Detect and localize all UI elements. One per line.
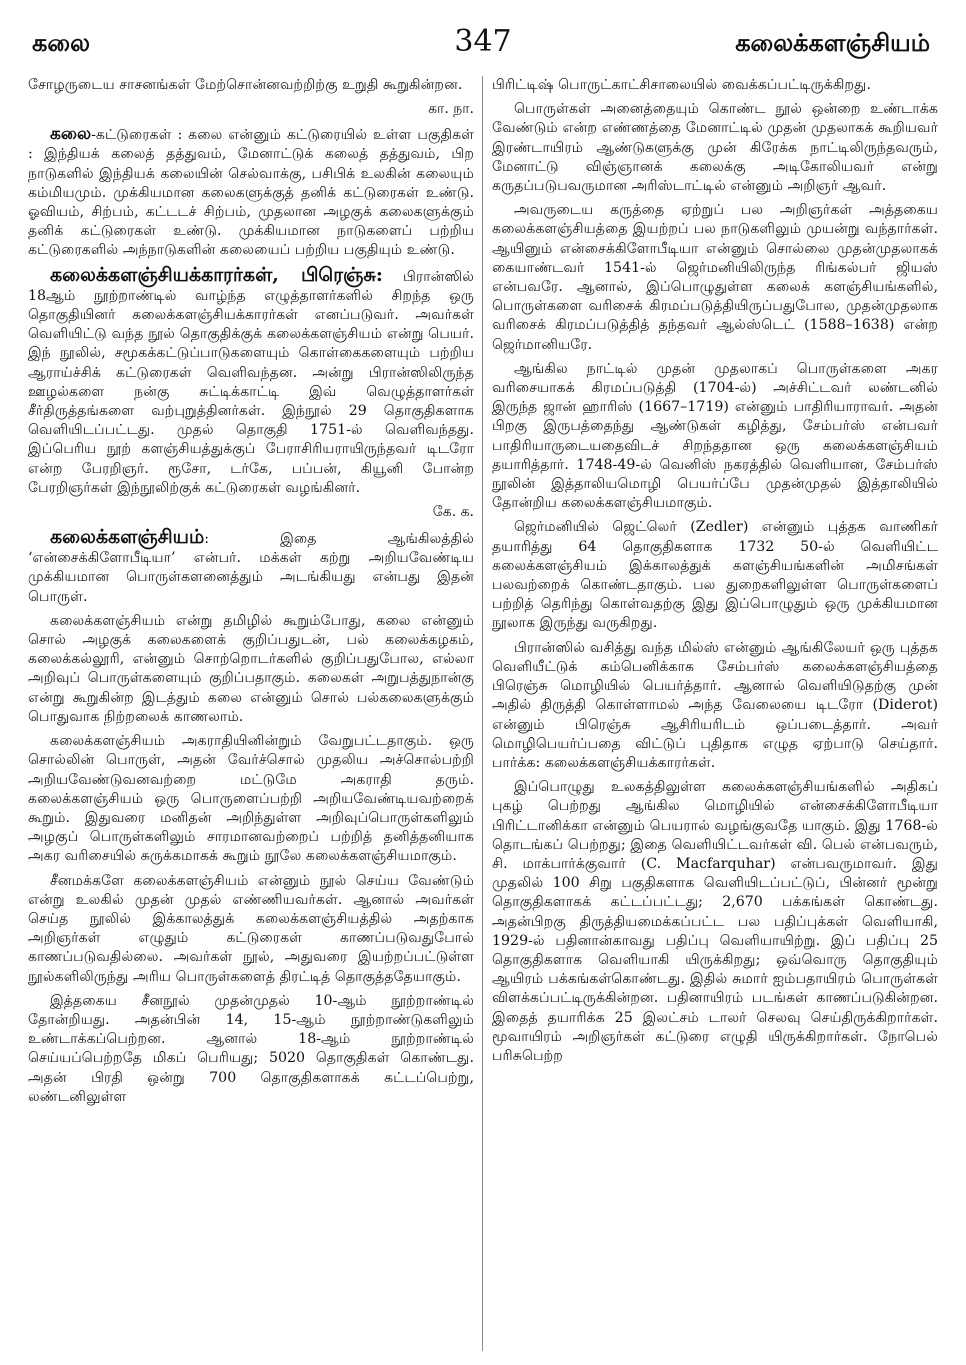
paragraph: சீனமக்களே கலைக்களஞ்சியம் என்னும் நூல் செய்ய வேண்டும் என்று உலகில் முதன் முதல் எண்ணியவர்கள். ஆனால் அவர்கள் செய்த நூலில் இக்காலத்துக் கலைக்களஞ்சியத்தில் அதற்காக அறிஞர்கள் எழுதும் கட்டுரைகள் காணப்படுவதுபோல் காணப்படுவதில்லை. அவர்கள் நூல், அதுவரை இயற்றப்பட்டுள்ள நூல்களிலிருந்து அரிய பொருள்களைத் திரட்டித் தொகுத்ததேயாகும். <box>28 872 474 985</box>
entry-headword: கலைக்களஞ்சியம் <box>50 526 205 549</box>
running-head-left: கலை <box>32 28 90 57</box>
entry-headword: கலை <box>50 124 92 145</box>
entry-kalai-katturaigal <box>28 125 474 260</box>
left-column <box>28 76 474 1356</box>
entry-body: -கட்டுரைகள் : கலை என்னும் கட்டுரையில் உள்ள பகுதிகள் : இந்தியக் கலைத் தத்துவம், மேனாட்டுக் கலைத் தத்துவம், பிற நாடுகளில் இந்தியக் கலையின் செல்வாக்கு, பசிபிக் உலகின் கலையும் கம்மியமும். முக்கியமான கலைகளுக்குத் தனிக் கட்டுரைகள் உண்டு. ஓவியம், சிற்பம், கட்டடச் சிற்பம், முதலான அழகுக் கலைகளுக்கும் தனிக் கட்டுரைகள் உண்டு. முக்கியமான நாடுகளைப் பற்றிய கட்டுரைகளில் அந்நாடுகளின் கலையைப் பற்றிய பகுதியும் உண்டு. <box>28 127 474 259</box>
author-initials: கா. நா. <box>428 101 474 118</box>
entry-encyclopedia <box>28 528 474 607</box>
paragraph: இப்பொழுது உலகத்திலுள்ள கலைக்களஞ்சியங்களில் அதிகப் புகழ் பெற்றது ஆங்கில மொழியில் என்சைக்கிளோபீடியா பிரிட்டானிக்கா என்னும் பெயரால் வழங்குவதே யாகும். இது 1768-ல் தொடங்கப் பெற்றது; இதை வெளியிட்டவர்கள் வி. பெல் என்பவரும், சி. மாக்பார்க்குவார் (C. Macfarquhar) என்பவருமாவர். இது முதலில் 100 சிறு பகுதிகளாக வெளியிடப்பட்டுப், பின்னர் மூன்று தொகுதிகளாகக் கட்டப்பட்டது; 2,670 பக்கங்கள் கொண்டது. அதன்பிறகு திருத்தியமைக்கப்பட்ட பல பதிப்புக்கள் வெளியாகி, 1929-ல் பதினான்காவது பதிப்பு வெளியாயிற்று. இப் பதிப்பு 25 தொகுதிகளாக வெளியாகி யிருக்கிறது; ஒவ்வொரு தொகுதியும் ஆயிரம் பக்கங்கள்கொண்டது. இதில் சுமார் ஐம்பதாயிரம் பொருள்கள் விளக்கப்பட்டிருக்கின்றன. பதினாயிரம் படங்கள் காணப்படுகின்றன. இதைத் தயாரிக்க 25 இலட்சம் டாலர் செலவு செய்திருக்கிறார்கள். மூவாயிரம் அறிஞர்கள் கட்டுரை எழுதி யிருக்கிறார்கள். நோபெல் பரிசுபெற்ற <box>492 779 938 1064</box>
paragraph: பிரான்ஸில் வசித்து வந்த மில்ஸ் என்னும் ஆங்கிலேயர் ஒரு புத்தக வெளியீட்டுக் கம்பெனிக்காக சேம்பர்ஸ் கலைக்களஞ்சியத்தை பிரெஞ்சு மொழியில் பெயர்த்தார். ஆனால் வெளியிடுதற்கு முன் அதில் திருத்தி கொள்ளாமல் அந்த வேலையை டிடரோ (Diderot) என்னும் பிரெஞ்சு ஆசிரியரிடம் ஒப்படைத்தார். அவர் மொழிபெயர்ப்பதை விட்டுப் புதிதாக எழுத ஏற்பாடு செய்தார். பார்க்க: கலைக்களஞ்சியக்காரர்கள். <box>492 639 938 771</box>
paragraph: கலைக்களஞ்சியம் அகராதியினின்றும் வேறுபட்டதாகும். ஒரு சொல்லின் பொருள், அதன் வேர்ச்சொல் முதலிய அச்சொல்பற்றி அறியவேண்டுவனவற்றை மட்டுமே அகராதி தரும். கலைக்களஞ்சியம் ஒரு பொருளைப்பற்றி அறியவேண்டியவற்றைக் கூறும். இதுவரை மனிதன் அறிந்துள்ள அறிவுப்பொருள்களிலும் அழகுப் பொருள்களிலும் சாரமானவற்றைப் பற்றித் தனித்தனியாக அகர வரிசையில் சுருக்கமாகக் கூறும் நூலே கலைக்களஞ்சியமாகும். <box>28 733 474 865</box>
paragraph: ஆங்கில நாட்டில் முதன் முதலாகப் பொருள்களை அகர வரிசையாகக் கிரமப்படுத்தி (1704-ல்) அச்சிட்டவர் லண்டனில் இருந்த ஜான் ஹாரிஸ் (1667–1719) என்னும் பாதிரியாராவர். அதன் பிறகு இருபத்தைந்து ஆண்டுகள் கழித்து, சேம்பர்ஸ் என்பவர் பாதிரியாருடையதைவிடச் சிறந்ததான ஒரு கலைக்களஞ்சியம் தயாரித்தார். 1748-49-ல் வெனிஸ் நகரத்தில் வெளியான, சேம்பர்ஸ் நூலின் இத்தாலியமொழி பெயர்ப்பே முதன்முதல் இத்தாலியில் தோன்றிய கலைக்களஞ்சியமாகும். <box>492 360 938 512</box>
author-initials: கே. க. <box>432 504 474 521</box>
page-number: 347 <box>454 24 512 59</box>
entry-encyclopedists <box>28 263 474 498</box>
entry-body: : இதை ஆங்கிலத்தில் ‘என்சைக்கிளோபீடியா’ என்பர். மக்கள் கற்று அறியவேண்டிய முக்கியமான பொருள்களனைத்தும் அடங்கியது என்பது இதன் பொருள். <box>28 531 474 605</box>
entry-headword: கலைக்களஞ்சியக்காரர்கள், பிரெஞ்சு: <box>50 263 383 286</box>
running-head-right: கலைக்களஞ்சியம் <box>735 28 930 57</box>
right-column <box>492 76 938 1356</box>
paragraph: சோழருடைய சாசனங்கள் மேற்சொன்னவற்றிற்கு உறுதி கூறுகின்றன. <box>28 77 463 93</box>
paragraph: அவருடைய கருத்தை ஏற்றுப் பல அறிஞர்கள் அத்தகைய கலைக்களஞ்சியத்தை இயற்றப் பல நாடுகளிலும் முயன்று வந்தார்கள். ஆயினும் என்சைக்கிளோபீடியா என்னும் சொல்லை முதன்முதலாகக் கையாண்டவர் 1541-ல் ஜெர்மனியிலிருந்த ரிங்கல்பர் ஜியஸ் என்பவரே. ஆனால், இப்பொழுதுள்ள கலைக் களஞ்சியங்களில், பொருள்களை வரிசைக் கிரமப்படுத்தியிருப்பதுபோல, முதன்முதலாக வரிசைக் கிரமப்படுத்தித் தந்தவர் ஆல்ஸ்டெட் (1588–1638) என்ற ஜெர்மானியரே. <box>492 202 938 353</box>
paragraph: இத்தகைய சீனநூல் முதன்முதல் 10-ஆம் நூற்றாண்டில் தோன்றியது. அதன்பின் 14, 15-ஆம் நூற்றாண்டுகளிலும் உண்டாக்கப்பெற்றன. ஆனால் 18-ஆம் நூற்றாண்டில் செய்யப்பெற்றதே மிகப் பெரியது; 5020 தொகுதிகள் கொண்டது. அதன் பிரதி ஒன்று 700 தொகுதிகளாகக் கட்டப்பெற்று, லண்டனிலுள்ள <box>28 992 474 1105</box>
column-divider <box>482 76 483 1351</box>
paragraph: ஜெர்மனியில் ஜெட்லெர் (Zedler) என்னும் புத்தக வாணிகர் தயாரித்து 64 தொகுதிகளாக 1732 50-ல் வெளியிட்ட கலைக்களஞ்சியம் இக்காலத்துக் களஞ்சியங்களின் அமிசங்கள் பலவற்றைக் கொண்டதாகும். பல துறைகளிலுள்ள பொருள்களைப் பற்றித் தெரிந்து கொள்வதற்கு இது இப்பொழுதும் ஒரு முக்கியமான நூலாக இருந்து வருகிறது. <box>492 519 938 632</box>
paragraph: கலைக்களஞ்சியம் என்று தமிழில் கூறும்போது, கலை என்னும் சொல் அழகுக் கலைகளைக் குறிப்பதுடன், பல் கலைக்கழகம், கலைக்கல்லூரி, என்னும் சொற்றொடர்களில் குறிப்பதுபோல, எல்லா அறிவுப் பொருள்களையும் குறிப்பதாகும். கலைகள் அறுபத்துநான்கு என்று கூறுகின்ற இடத்தும் கலை என்னும் சொல் பல்கலைகளுக்கும் பொதுவாக நிற்றலைக் காணலாம். <box>28 612 474 725</box>
paragraph: பிரிட்டிஷ் பொருட்காட்சிசாலையில் வைக்கப்பட்டிருக்கிறது. <box>492 77 871 93</box>
paragraph: பொருள்கள் அனைத்தையும் கொண்ட நூல் ஒன்றை உண்டாக்க வேண்டும் என்ற எண்ணத்தை மேனாட்டில் முதன் முதலாகக் கூறியவர் இரண்டாயிரம் ஆண்டுகளுக்கு முன் கிரேக்க நாட்டிலிருந்தவரும், மேனாட்டு விஞ்ஞானக் கலைக்கு அடிகோலியவர் என்று கருதப்படுபவருமான அரிஸ்டாட்டில் என்னும் அறிஞர் ஆவர். <box>492 101 938 195</box>
page-header <box>30 22 936 62</box>
entry-body: பிரான்ஸில் 18ஆம் நூற்றாண்டில் வாழ்ந்த எழுத்தாளர்களில் சிறந்த ஒரு தொகுதியினர் கலைக்களஞ்சியக்காரர்கள் எனப்படுவர். அவர்கள் வெளியிட்டு வந்த நூல் தொகுதிக்குக் கலைக்களஞ்சியம் என்று பெயர். இந் நூலில், சமூகக்கட்டுப்பாடுகளையும் கொள்கைகளையும் பற்றிய ஆராய்ச்சிக் கட்டுரைகள் வெளிவந்தன. அன்று பிரான்ஸிலிருந்த ஊழல்களை நன்கு சுட்டிக்காட்டி இவ் வெழுத்தாளர்கள் சீர்திருத்தங்களை வற்புறுத்தினர்கள். இந்நூல் 29 தொகுதிகளாக வெளியிடப்பட்டது. முதல் தொகுதி 1751-ல் வெளிவந்தது. இப்பெரிய நூற் களஞ்சியத்துக்குப் பேராசிரியராயிருந்தவர் டிடரோ என்ற பேரறிஞர். ரூசோ, டர்கே, பப்பன், கியூனி போன்ற பேரறிஞர்கள் இந்நூலிற்குக் கட்டுரைகள் வழங்கினர். <box>28 268 474 496</box>
